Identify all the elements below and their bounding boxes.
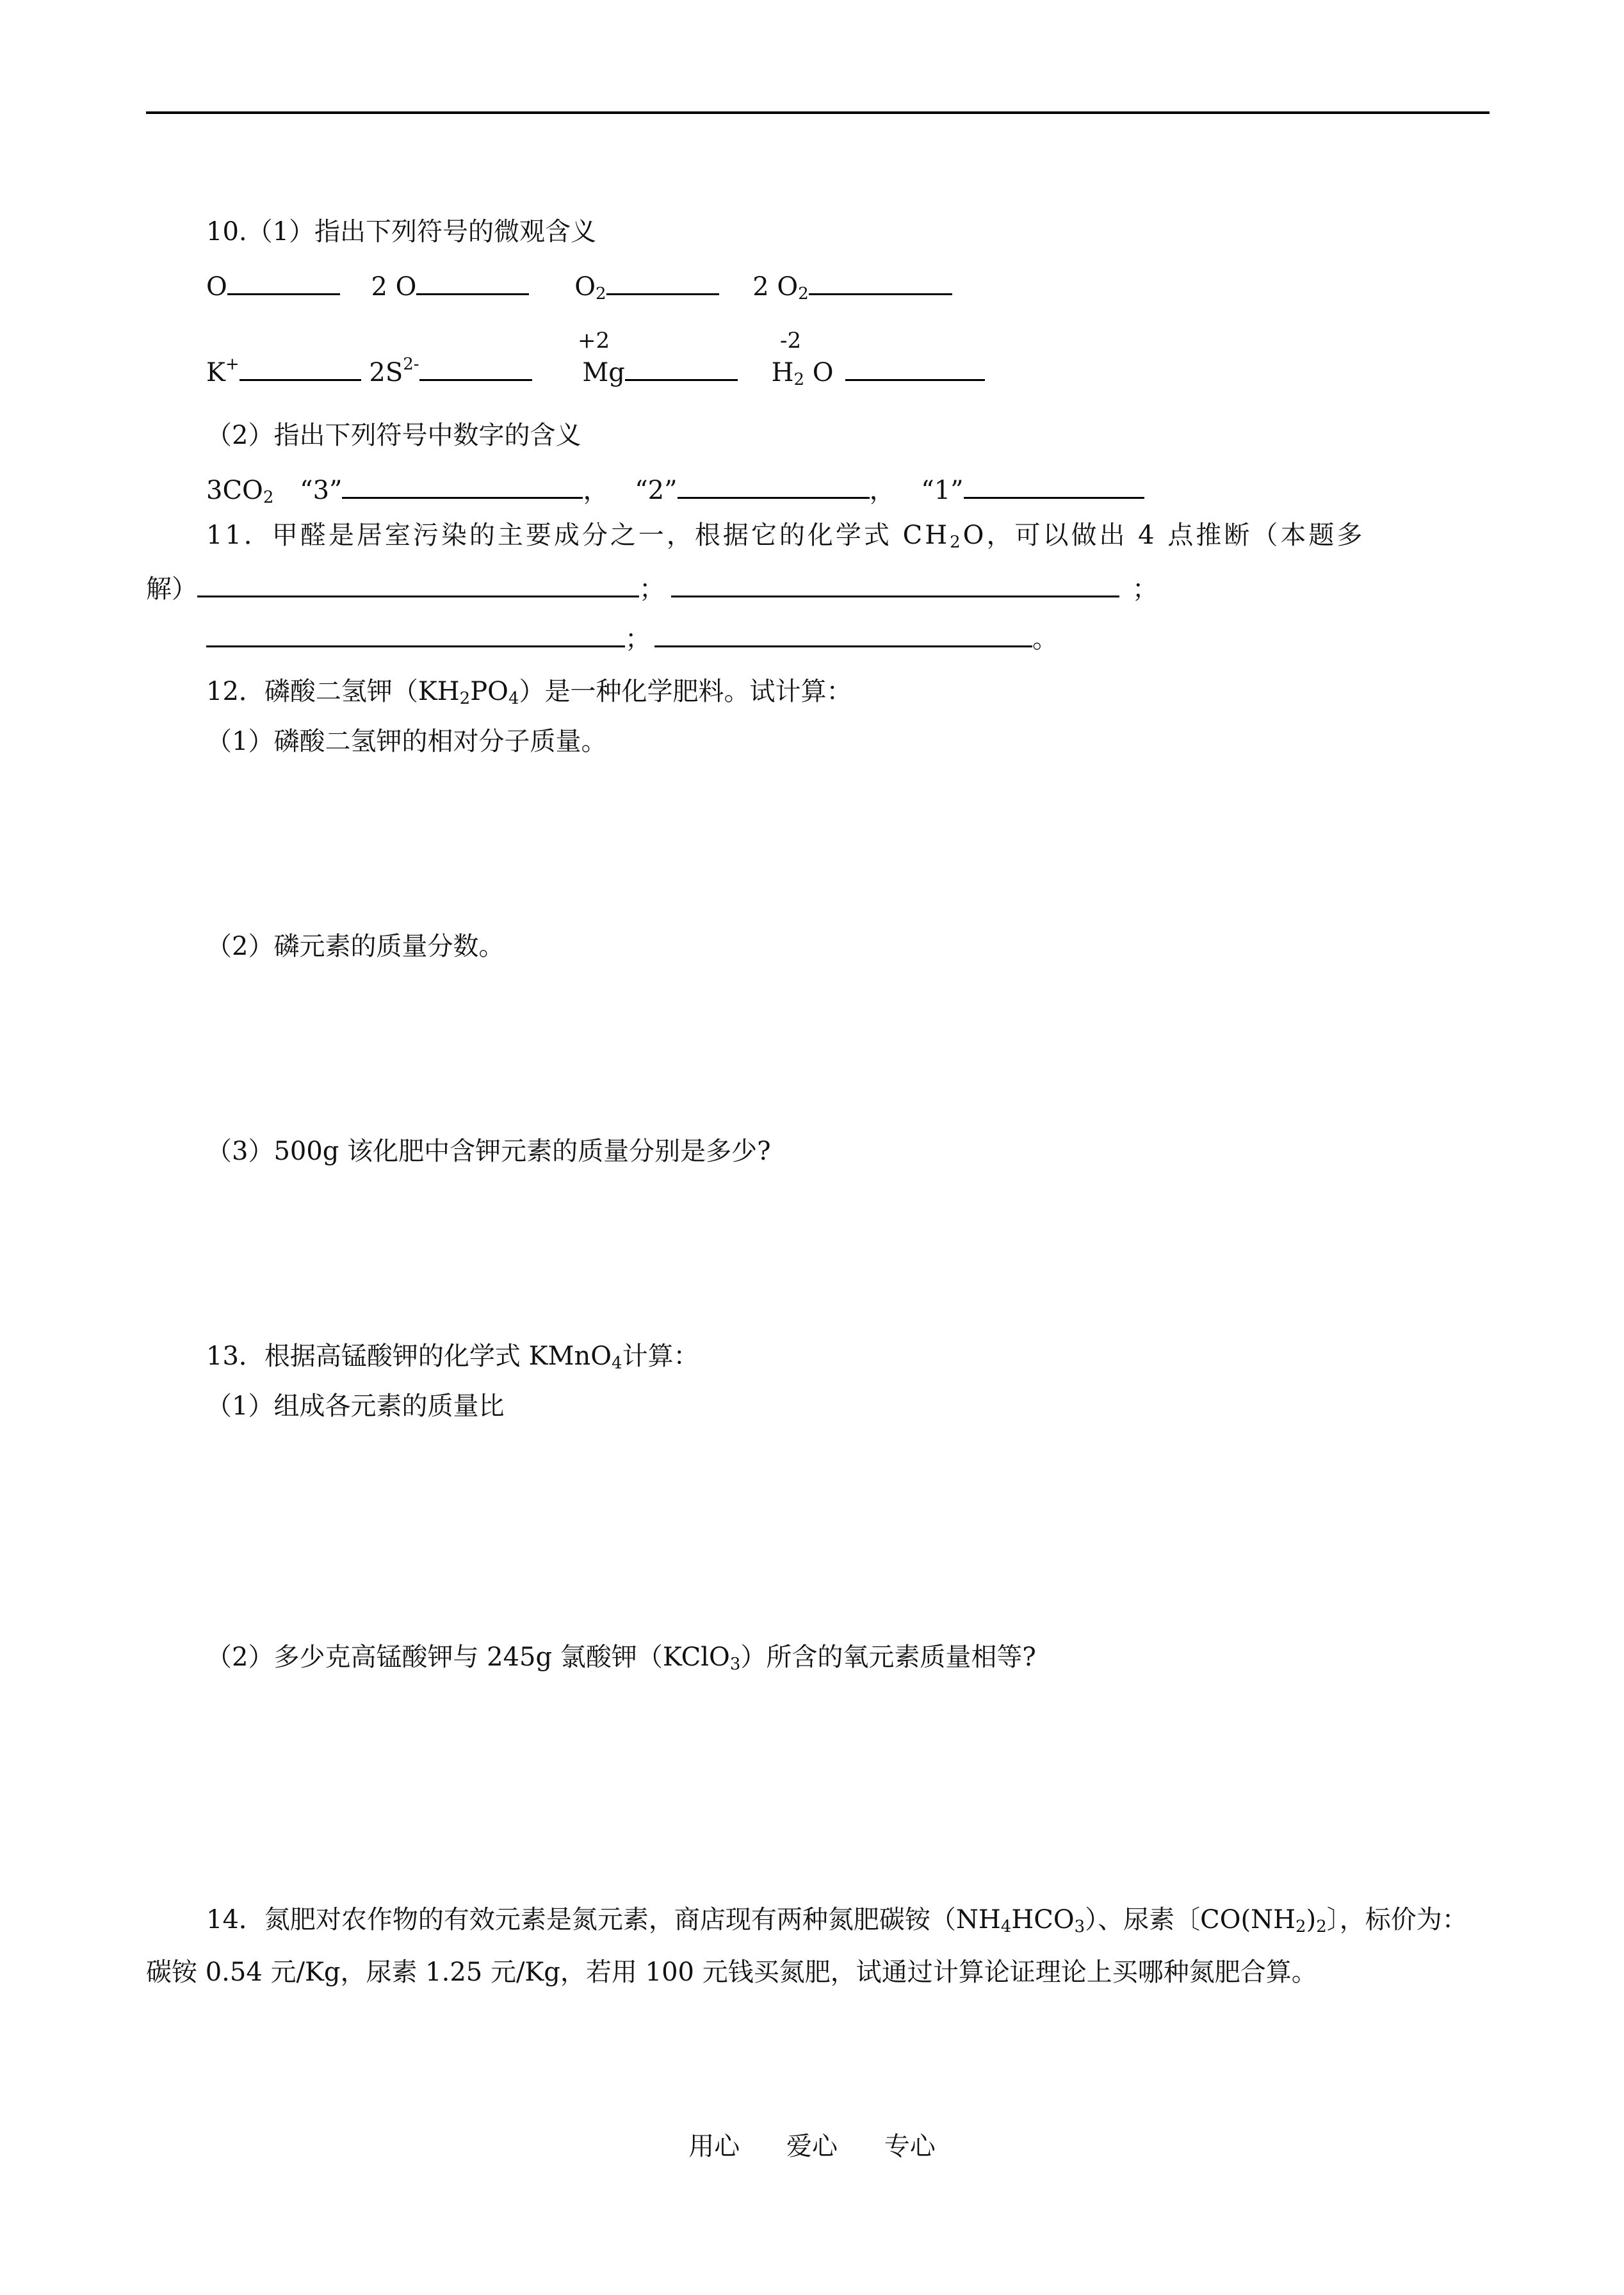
blank[interactable] [416,268,529,295]
blank[interactable] [678,471,870,499]
q12-p3: （3）500g 该化肥中含钾元素的质量分别是多少? [206,1137,771,1166]
q10-row3: $3CO_2$ “3” ， “2” ， “1” [206,471,1144,508]
q12-p2: （2）磷元素的质量分数。 [206,932,505,961]
blank[interactable] [671,570,1119,597]
mg-valence: +2 [578,328,610,353]
q10-part2: （2）指出下列符号中数字的含义 [206,421,581,450]
q10-row2: K+ $2S^{2-}$ Mg $H_2$ O [206,353,985,391]
blank[interactable] [845,353,985,381]
q11-line2: 解） ； ； [146,570,1158,607]
blank[interactable] [809,268,952,295]
q10-row1: O 2 O $O_2$ 2 $O_2$ [206,268,952,305]
q11-line1: 11．甲醛是居室污染的主要成分之一，根据它的化学式 $CH_2O$，可以做出 4 点推断（本题多 [206,521,1365,552]
blank[interactable] [419,353,532,381]
q13-p2: （2）多少克高锰酸钾与 245g 氯酸钾（KClO$_3$）所含的氧元素质量相等? [206,1642,1036,1674]
q13-p1: （1）组成各元素的质量比 [206,1391,505,1421]
q12-p1: （1）磷酸二氢钾的相对分子质量。 [206,727,607,756]
blank[interactable] [654,620,1032,647]
q11-line3: ； 。 [206,620,1058,657]
blank[interactable] [964,471,1144,499]
q12-title: 12．磷酸二氢钾$(KH_2PO_4)$是一种化学肥料。试计算： [206,677,852,708]
header-rule [146,111,1490,114]
footer-item: 爱心 [786,2132,838,2161]
blank[interactable] [206,620,625,647]
o-valence: -2 [780,328,802,353]
blank[interactable] [227,268,340,295]
q14-line1: 14．氮肥对农作物的有效元素是氮元素，商店现有两种氮肥碳铵$(NH_4HCO_3)$、尿素〔$CO(NH_2)_2$〕，标价为： [206,1905,1468,1936]
q14-line2: 碳铵 0.54 元/Kg，尿素 1.25 元/Kg，若用 100 元钱买氮肥，试通过计算论证理论上买哪种氮肥合算。 [146,1958,1317,1987]
blank[interactable] [606,268,719,295]
blank[interactable] [625,353,738,381]
blank[interactable] [342,471,583,499]
blank[interactable] [197,570,639,597]
q10-title: 10.（1）指出下列符号的微观含义 [206,217,597,247]
footer-item: 专心 [884,2132,936,2161]
blank[interactable] [240,353,361,381]
footer [0,2126,1624,2162]
footer-item: 用心 [688,2132,740,2161]
q13-title: 13．根据高锰酸钾的化学式 KMnO$_4$计算： [206,1342,699,1373]
